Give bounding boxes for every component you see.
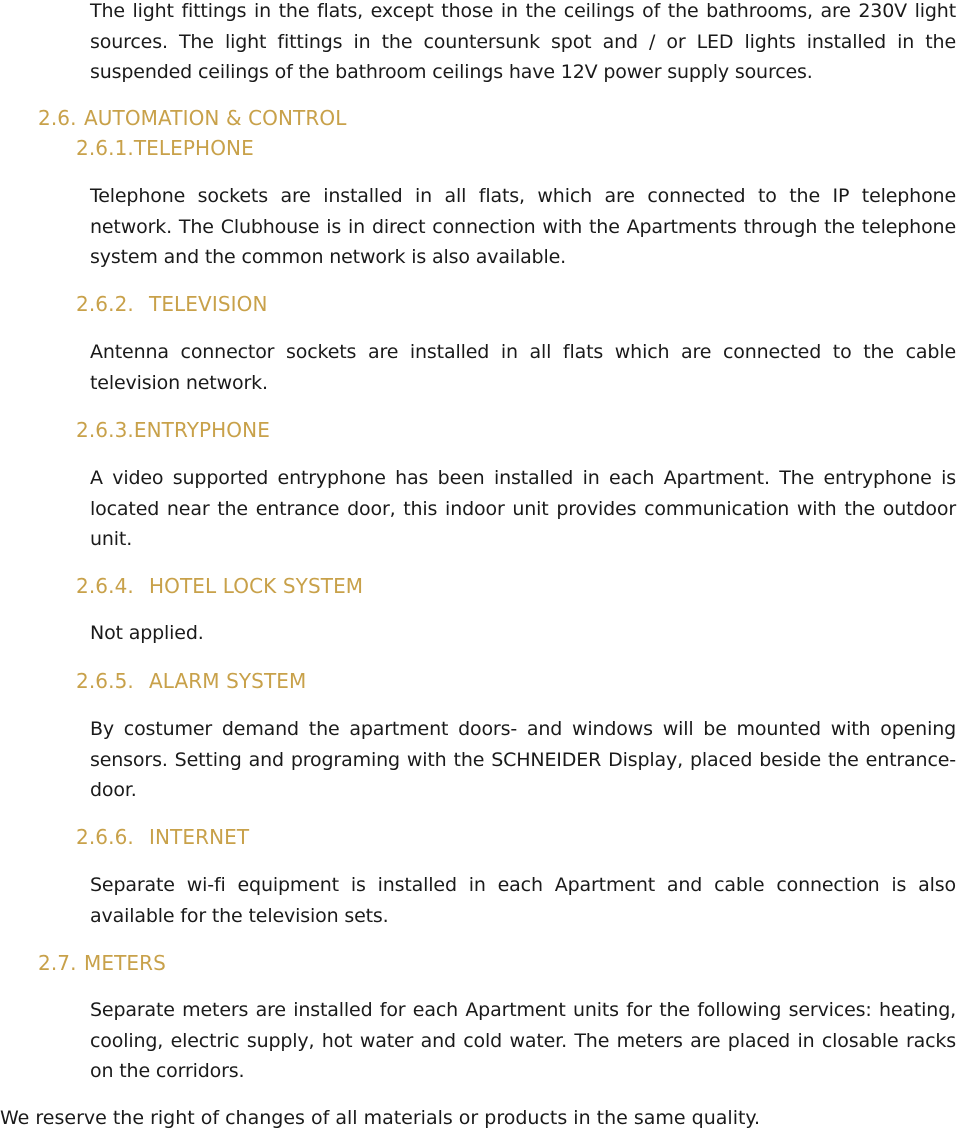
heading-hotel-lock-system [76,573,363,599]
heading-number: 2.6.4. [76,574,134,598]
heading-number: 2.6.6. [76,825,134,849]
alarm-system-paragraph: By costumer demand the apartment doors- and windows will be mounted with opening sensors. Setting and programing with the SCHNEIDER Display, placed beside the entrance-door. [90,718,956,801]
television-paragraph: Antenna connector sockets are installed in all flats which are connected to the cable television network. [90,341,956,394]
heading-alarm-system [76,668,306,694]
heading-number: 2.6.2. [76,292,134,316]
internet-paragraph: Separate wi-fi equipment is installed in each Apartment and cable connection is also available for the television sets. [90,874,956,927]
heading-title: HOTEL LOCK SYSTEM [149,574,364,598]
footer-note: We reserve the right of changes of all materials or products in the same quality. [0,1107,760,1129]
heading-title: INTERNET [149,825,250,849]
heading-number: 2.6. [38,106,77,130]
heading-number: 2.6.3. [76,418,134,442]
heading-title: ENTRYPHONE [133,418,270,442]
meters-paragraph: Separate meters are installed for each Apartment units for the following services: heating, cooling, electric supply, hot water and cold water. The meters are placed in closable racks on the corridors. [90,999,956,1082]
heading-title: METERS [84,951,166,975]
heading-title: TELEVISION [149,292,268,316]
heading-automation-control [38,105,346,131]
heading-meters [38,950,166,976]
heading-title: ALARM SYSTEM [149,669,307,693]
heading-television [76,291,268,317]
heading-number: 2.6.1. [76,136,134,160]
telephone-paragraph: Telephone sockets are installed in all flats, which are connected to the IP telephone network. The Clubhouse is in direct connection with the Apartments through the telephone system and the common network is also available. [90,185,956,268]
intro-paragraph: The light fittings in the flats, except those in the ceilings of the bathrooms, are 230V light sources. The light fittings in the countersunk spot and / or LED lights installed in the suspended ceilings of the bathroom ceilings have 12V power supply sources. [90,0,956,83]
heading-title: TELEPHONE [133,136,254,160]
entryphone-paragraph: A video supported entryphone has been installed in each Apartment. The entryphone is located near the entrance door, this indoor unit provides communication with the outdoor unit. [90,467,956,550]
heading-entryphone [76,417,270,443]
heading-internet [76,824,249,850]
heading-telephone [76,135,254,161]
heading-number: 2.7. [38,951,77,975]
heading-title: AUTOMATION & CONTROL [84,106,347,130]
hotel-lock-paragraph: Not applied. [90,622,204,644]
heading-number: 2.6.5. [76,669,134,693]
